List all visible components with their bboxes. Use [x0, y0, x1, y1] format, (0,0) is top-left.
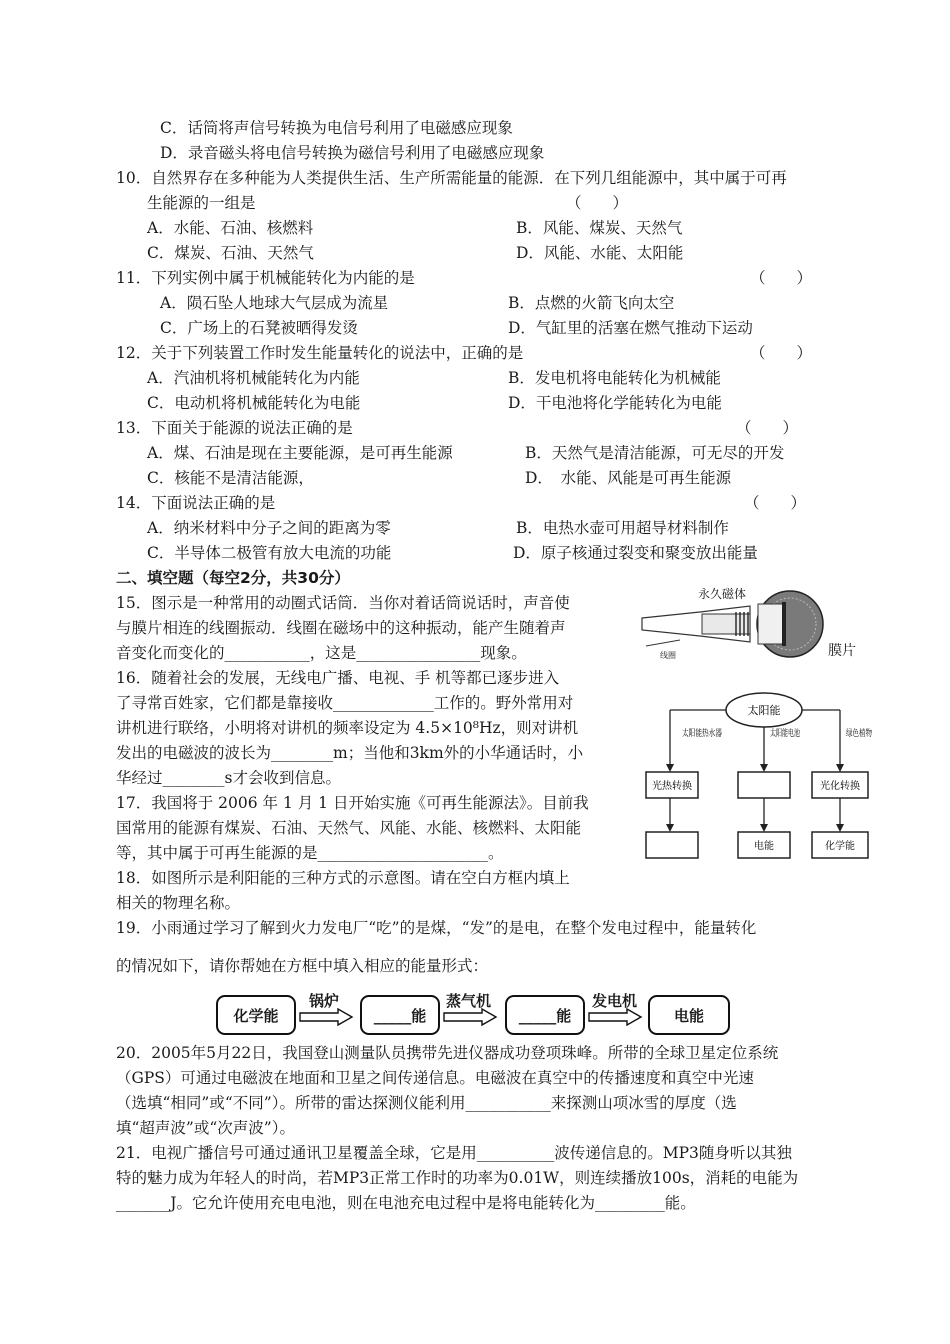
- flow-arrow3-label: 发电机: [592, 992, 638, 1010]
- section-heading-fill-in: 二、填空题（每空2分，共30分）: [116, 569, 350, 587]
- q9-option-c: C．话筒将声信号转换为电信号利用了电磁感应现象: [160, 119, 513, 137]
- solar-branch3-label: 绿色植物: [846, 729, 883, 739]
- q10-option-c: C．煤炭、石油、天然气: [147, 244, 314, 262]
- q14-answer-paren: （ ）: [744, 494, 807, 512]
- q12-stem: 12．关于下列装置工作时发生能量转化的说法中，正确的是: [116, 344, 524, 362]
- flow-arrow2-label: 蒸气机: [446, 992, 492, 1010]
- q20-line4: 填“超声波”或“次声波”）。: [116, 1119, 295, 1137]
- q12-option-a: A．汽油机将机械能转化为内能: [147, 369, 360, 387]
- q18-line2: 相关的物理名称。: [116, 894, 241, 912]
- q10-stem-line2: 生能源的一组是: [147, 194, 256, 212]
- q13-answer-paren: （ ）: [736, 419, 799, 437]
- solar-bottom2-label: 电能: [754, 841, 774, 852]
- q20-line1: 20．2005年5月22日，我国登山测量队员携带先进仪器成功登项珠峰。所带的全球卫星定位系统: [116, 1044, 779, 1062]
- q20-line2: （GPS）可通过电磁波在地面和卫星之间传递信息。电磁波在真空中的传播速度和真空中光速: [116, 1069, 754, 1087]
- q14-option-d: D．原子核通过裂变和聚变放出能量: [513, 544, 758, 562]
- q11-option-a: A．陨石坠人地球大气层成为流星: [160, 294, 389, 312]
- flow-arrow1-label: 锅炉: [309, 992, 340, 1010]
- solar-branch1-label: 太阳能热水器: [682, 729, 736, 739]
- q10-option-a: A．水能、石油、核燃料: [147, 219, 314, 237]
- solar-mid3-label: 光化转换: [820, 781, 860, 792]
- q11-option-b: B．点燃的火箭飞向太空: [508, 294, 675, 312]
- q16-line3: 讲机进行联络，小明将对讲机的频率设定为 4.5×10⁸Hz，则对讲机: [116, 719, 579, 737]
- q15-line2: 与膜片相连的线圈振动．线圈在磁场中的这种振动，能产生随着声: [116, 619, 566, 637]
- q18-line1: 18．如图所示是利阳能的三种方式的示意图。请在空白方框内填上: [116, 869, 570, 887]
- q19-line1: 19．小雨通过学习了解到火力发电厂“吃”的是煤，“发”的是电，在整个发电过程中，能量转化: [116, 919, 757, 937]
- solar-branch2-label: 太阳能电池: [770, 729, 816, 739]
- flow-box-blank1[interactable]: _____能: [360, 995, 440, 1035]
- q10-option-b: B．风能、煤炭、天然气: [516, 219, 683, 237]
- q12-option-d: D．干电池将化学能转化为电能: [508, 394, 722, 412]
- q10-answer-paren: （ ）: [566, 194, 629, 212]
- q13-option-d: D． 水能、风能是可再生能源: [525, 469, 732, 487]
- q11-stem: 11．下列实例中属于机械能转化为内能的是: [116, 269, 415, 287]
- flow-box-blank2[interactable]: _____能: [505, 995, 585, 1035]
- q10-option-d: D．风能、水能、太阳能: [516, 244, 684, 262]
- magnet-label: 永久磁体: [698, 587, 747, 601]
- q9-option-d: D．录音磁头将电信号转换为磁信号利用了电磁感应现象: [160, 144, 545, 162]
- flow-arrow1-icon: [298, 1008, 354, 1026]
- q15-line3: 音变化而变化的___________，这是________________现象。: [116, 644, 527, 662]
- q12-option-c: C．电动机将机械能转化为电能: [147, 394, 361, 412]
- q19-line2: 的情况如下，请你帮她在方框中填入相应的能量形式：: [116, 957, 489, 975]
- q11-answer-paren: （ ）: [750, 269, 813, 287]
- q21-line3: _______J。它允许使用充电电池，则在电池充电过程中是将电能转化为_________能。: [116, 1194, 696, 1212]
- solar-mid1-label: 光热转换: [652, 781, 692, 792]
- q11-option-d: D．气缸里的活塞在燃气推动下运动: [508, 319, 753, 337]
- q16-line2: 了寻常百姓家，它们都是靠接收_____________工作的。野外常用对: [116, 694, 574, 712]
- q14-option-b: B．电热水壶可用超导材料制作: [516, 519, 729, 537]
- q14-option-c: C．半导体二极管有放大电流的功能: [147, 544, 392, 562]
- q21-line1: 21．电视广播信号可通过通讯卫星覆盖全球，它是用__________波传递信息的。MP3随身听以其独: [116, 1144, 792, 1162]
- q14-option-a: A．纳米材料中分子之间的距离为零: [147, 519, 391, 537]
- solar-top-label: 太阳能: [747, 704, 781, 717]
- q16-line4: 发出的电磁波的波长为________m；当他和3km外的小华通话时，小: [116, 744, 584, 762]
- q17-line2: 国常用的能源有煤炭、石油、天然气、风能、水能、核燃料、太阳能: [116, 819, 582, 837]
- q13-option-b: B．天然气是清洁能源，可无尽的开发: [525, 444, 785, 462]
- q15-line1: 15．图示是一种常用的动圈式话筒．当你对着话筒说话时，声音使: [116, 594, 570, 612]
- q16-line1: 16．随着社会的发展，无线电广播、电视、手 机等都已逐步进入: [116, 669, 560, 687]
- flow-arrow3-icon: [587, 1008, 643, 1026]
- q10-stem-line1: 10．自然界存在多种能为人类提供生活、生产所需能量的能源．在下列几组能源中，其中属于可再: [116, 169, 787, 187]
- q16-line5: 华经过________s才会收到信息。: [116, 769, 341, 787]
- flow-box-chemical: 化学能: [216, 995, 296, 1035]
- q21-line2: 特的魅力成为年轻人的时尚，若MP3正常工作时的功率为0.01W，则连续播放100s，消耗的电能为: [116, 1169, 799, 1187]
- q13-stem: 13．下面关于能源的说法正确的是: [116, 419, 353, 437]
- q12-option-b: B．发电机将电能转化为机械能: [508, 369, 721, 387]
- q13-option-a: A．煤、石油是现在主要能源，是可再生能源: [147, 444, 453, 462]
- solar-energy-diagram: [640, 688, 890, 868]
- microphone-figure: [640, 584, 840, 664]
- q17-line1: 17．我国将于 2006 年 1 月 1 日开始实施《可再生能源法》。目前我: [116, 794, 589, 812]
- q12-answer-paren: （ ）: [750, 344, 813, 362]
- coil-label: 线圈: [660, 651, 676, 660]
- flow-box-electric: 电能: [648, 995, 730, 1035]
- q20-line3: （选填“相同”或“不同”）。所带的雷达探测仪能利用___________来探测山项冰雪的厚度（选: [116, 1094, 737, 1112]
- q17-line3: 等，其中属于可再生能源的是______________________。: [116, 844, 504, 862]
- solar-bottom3-label: 化学能: [825, 841, 855, 852]
- q14-stem: 14．下面说法正确的是: [116, 494, 276, 512]
- q11-option-c: C．广场上的石凳被晒得发烫: [160, 319, 358, 337]
- flow-arrow2-icon: [442, 1008, 498, 1026]
- diaphragm-label: 膜片: [828, 643, 856, 659]
- q13-option-c: C．核能不是清洁能源，: [147, 469, 314, 487]
